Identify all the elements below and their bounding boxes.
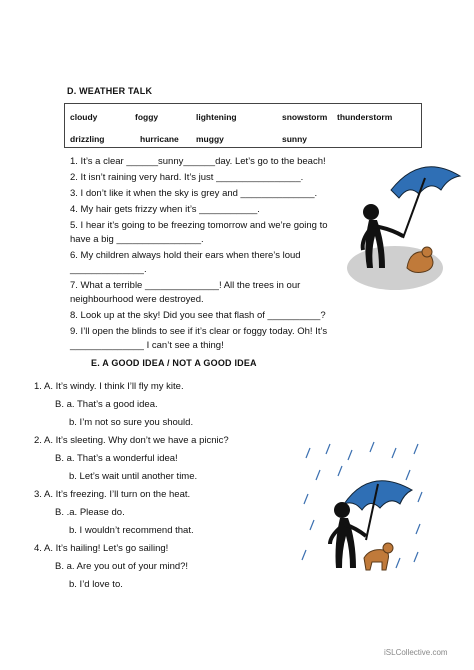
dialogue-line: b. I’d love to. (69, 579, 123, 590)
word-bank-item: drizzling (70, 134, 105, 144)
person-icon (363, 204, 379, 220)
dialogue-line: 3. A. It’s freezing. I’ll turn on the heat. (34, 489, 191, 500)
section-e-title: E. A GOOD IDEA / NOT A GOOD IDEA (91, 358, 257, 368)
footer-watermark: iSLCollective.com (384, 648, 448, 657)
word-bank-item: thunderstorm (337, 112, 393, 122)
dialogue-line: B. .a. Please do. (55, 507, 125, 518)
sentence-line: 3. I don’t like it when the sky is grey and ______________. (70, 188, 318, 199)
sentence-line: 4. My hair gets frizzy when it’s ___________. (70, 204, 260, 215)
person-icon (334, 502, 350, 518)
dialogue-line: b. I wouldn’t recommend that. (69, 525, 194, 536)
word-bank-item: sunny (282, 134, 308, 144)
word-bank-item: lightening (196, 112, 237, 122)
dialogue-line: 4. A. It’s hailing! Let’s go sailing! (34, 543, 169, 554)
word-bank-item: hurricane (140, 134, 179, 144)
sentence-line: 7. What a terrible ______________! All the trees in our (70, 280, 301, 291)
sentence-line: 8. Look up at the sky! Did you see that flash of __________? (70, 310, 326, 321)
umbrella-figure-illustration (333, 150, 463, 310)
sentence-line: 6. My children always hold their ears when there’s loud (70, 250, 301, 261)
word-bank-item: cloudy (70, 112, 98, 122)
word-bank-item: foggy (135, 112, 159, 122)
word-bank-item: muggy (196, 134, 224, 144)
dialogue-line: 2. A. It’s sleeting. Why don’t we have a picnic? (34, 435, 229, 446)
dialogue-line: b. I’m not so sure you should. (69, 417, 194, 428)
dog-icon (364, 550, 389, 570)
word-bank (64, 103, 422, 148)
sentence-line: 1. It’s a clear ______sunny______day. Let’s go to the beach! (70, 156, 326, 167)
sentence-line: have a big ________________. (70, 234, 204, 245)
sentence-line: 9. I’ll open the blinds to see if it’s clear or foggy today. Oh! It’s (70, 326, 328, 337)
word-bank-item: snowstorm (282, 112, 328, 122)
dialogue-line: B. a. Are you out of your mind?! (55, 561, 189, 572)
rain-umbrella-illustration (300, 440, 430, 590)
sentence-line: neighbourhood were destroyed. (70, 294, 204, 305)
dialogue-line: B. a. That’s a wonderful idea! (55, 453, 178, 464)
umbrella-icon (391, 167, 460, 198)
sentence-line: 5. I hear it’s going to be freezing tomorrow and we’re going to (70, 220, 328, 231)
sentence-line: ______________ I can’t see a thing! (70, 340, 224, 351)
dialogue-line: B. a. That’s a good idea. (55, 399, 158, 410)
dialogue-line: b. Let’s wait until another time. (69, 471, 198, 482)
dialogue-line: 1. A. It’s windy. I think I’ll fly my kite. (34, 381, 184, 392)
section-d-title: D. WEATHER TALK (67, 86, 153, 96)
sentence-line: ______________. (70, 264, 147, 275)
sentence-line: 2. It isn’t raining very hard. It’s just ________________. (70, 172, 304, 183)
